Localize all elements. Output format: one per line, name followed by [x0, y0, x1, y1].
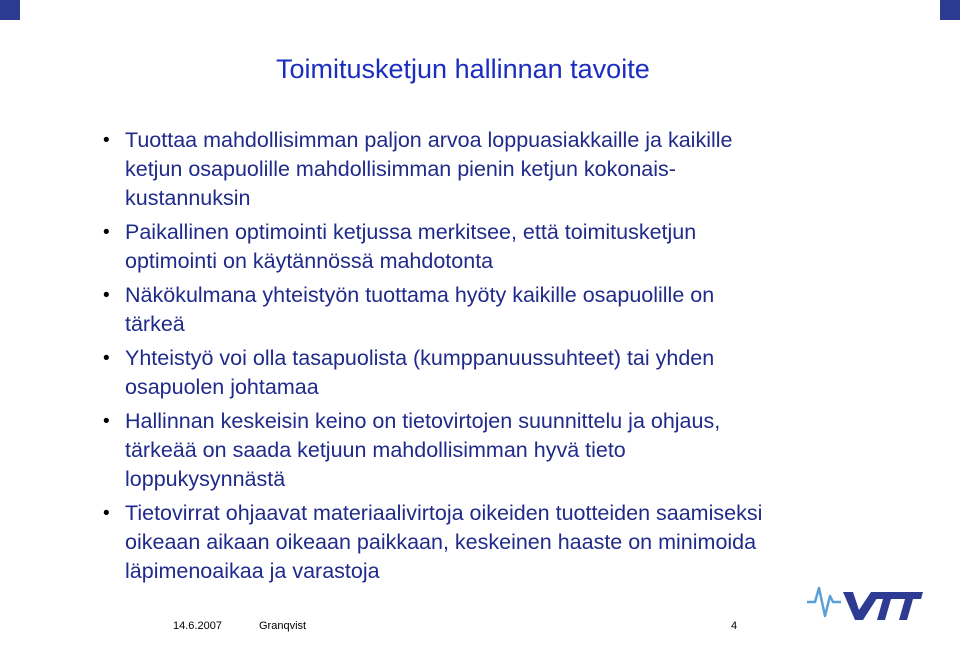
bullet-line: Hallinnan keskeisin keino on tietovirtojen suunnittelu ja ohjaus,: [125, 409, 721, 433]
bullet-item: [100, 218, 880, 276]
vtt-logo: [805, 580, 925, 624]
bullet-marker: •: [103, 411, 110, 432]
bullet-line: ketjun osapuolille mahdollisimman pienin ketjun kokonais-: [125, 157, 676, 181]
bullet-item: [100, 281, 880, 339]
bullet-line: läpimenoaikaa ja varastoja: [125, 559, 380, 583]
bullet-marker: •: [103, 285, 110, 306]
bullet-marker: •: [103, 130, 110, 151]
footer-author: Granqvist: [259, 620, 307, 632]
bullet-item: [100, 344, 880, 402]
slide-title: Toimitusketjun hallinnan tavoite: [276, 54, 650, 84]
bullet-marker: •: [103, 222, 110, 243]
bullet-line: osapuolen johtamaa: [125, 375, 319, 399]
bullet-line: Näkökulmana yhteistyön tuottama hyöty kaikille osapuolille on: [125, 283, 715, 307]
vtt-wave-icon: [807, 588, 841, 616]
bullet-line: Paikallinen optimointi ketjussa merkitsee, että toimitusketjun: [125, 220, 697, 244]
footer-date: 14.6.2007: [173, 620, 222, 632]
bullet-line: kustannuksin: [125, 186, 251, 210]
page-number: 4: [731, 620, 738, 632]
bullet-item: [100, 126, 880, 213]
bullet-line: oikeaan aikaan oikeaan paikkaan, keskeinen haaste on minimoida: [125, 530, 757, 554]
corner-square-top-left: [0, 0, 20, 20]
bullet-list: [100, 126, 880, 591]
bullet-marker: •: [103, 503, 110, 524]
vtt-wordmark: [843, 592, 923, 620]
bullet-line: tärkeä: [125, 312, 185, 336]
bullet-line: loppukysynnästä: [125, 467, 286, 491]
bullet-item: [100, 407, 880, 494]
bullet-item: [100, 499, 880, 586]
bullet-line: Tuottaa mahdollisimman paljon arvoa loppuasiakkaille ja kaikille: [125, 128, 733, 152]
corner-square-top-right: [940, 0, 960, 20]
bullet-line: optimointi on käytännössä mahdotonta: [125, 249, 494, 273]
bullet-marker: •: [103, 348, 110, 369]
bullet-line: tärkeää on saada ketjuun mahdollisimman hyvä tieto: [125, 438, 626, 462]
bullet-line: Tietovirrat ohjaavat materiaalivirtoja oikeiden tuotteiden saamiseksi: [125, 501, 763, 525]
bullet-line: Yhteistyö voi olla tasapuolista (kumppanuussuhteet) tai yhden: [125, 346, 715, 370]
